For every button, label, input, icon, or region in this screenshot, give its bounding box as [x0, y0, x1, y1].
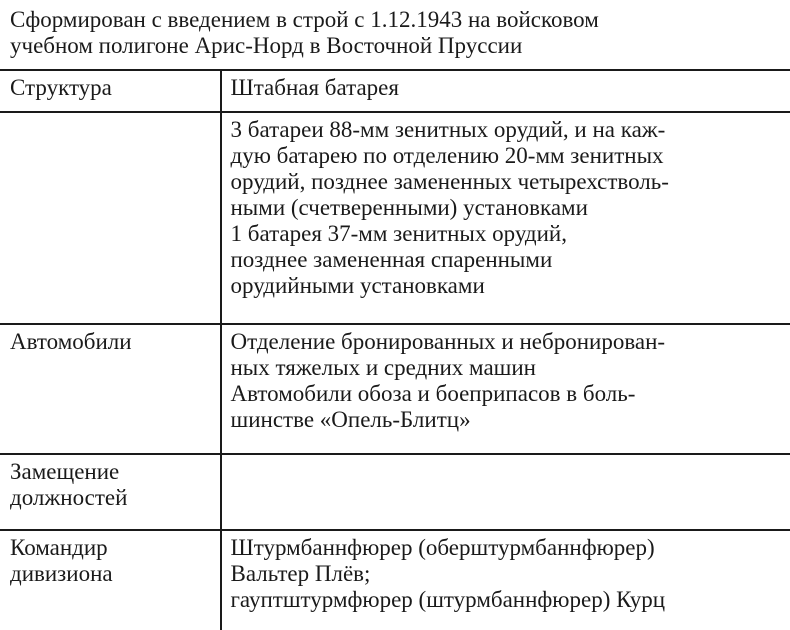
row-label: Замещение [10, 459, 212, 485]
row-label-cell [1, 530, 221, 630]
row-label: Структура [10, 75, 212, 101]
row-content-line: орудий, позднее замененных четырехстволь- [231, 169, 783, 195]
formation-note-line: Сформирован с введением в строй с 1.12.1943 на войсковом [10, 7, 782, 33]
row-label-cell [1, 454, 221, 530]
row-label: дивизиона [10, 561, 212, 587]
row-label-cell-empty [1, 112, 221, 324]
table-row-posts [1, 454, 790, 530]
formation-note-line: учебном полигоне Арис-Норд в Восточной Пруссии [10, 33, 782, 59]
table-row-vehicles [1, 324, 790, 454]
row-content-cell [221, 70, 790, 112]
row-content-line: 3 батареи 88-мм зенитных орудий, и на каж- [231, 117, 783, 143]
row-content-line: ными (счетверенными) установками [231, 195, 783, 221]
row-content-line: гауптштурмфюрер (штурмбаннфюрер) Курц [231, 587, 783, 613]
row-content-line: Штурмбаннфюрер (оберштурмбаннфюрер) [231, 535, 783, 561]
row-content-line: позднее замененная спаренными [231, 247, 783, 273]
row-content-line: ных тяжелых и средних машин [231, 355, 783, 381]
row-label: должностей [10, 485, 212, 511]
table-row-commander [1, 530, 790, 630]
row-content-line: Автомобили обоза и боеприпасов в боль- [231, 381, 783, 407]
row-content-line: орудийными установками [231, 273, 783, 299]
row-content-cell-empty [221, 454, 790, 530]
table-row-batteries [1, 112, 790, 324]
formation-note-cell [1, 1, 790, 71]
row-content-line: Штабная батарея [231, 75, 783, 101]
row-content-line: шинстве «Опель-Блитц» [231, 407, 783, 433]
table-row-structure [1, 70, 790, 112]
row-content-line: Вальтер Плёв; [231, 561, 783, 587]
row-content-cell [221, 530, 790, 630]
row-content-line: Отделение бронированных и небронирован- [231, 329, 783, 355]
row-label-cell [1, 324, 221, 454]
row-label-cell [1, 70, 221, 112]
row-content-cell [221, 112, 790, 324]
row-content-line: дую батарею по отделению 20-мм зенитных [231, 143, 783, 169]
row-label: Автомобили [10, 329, 212, 355]
row-label: Командир [10, 535, 212, 561]
row-content-line: 1 батарея 37-мм зенитных орудий, [231, 221, 783, 247]
row-content-cell [221, 324, 790, 454]
table-header-row [1, 1, 790, 71]
